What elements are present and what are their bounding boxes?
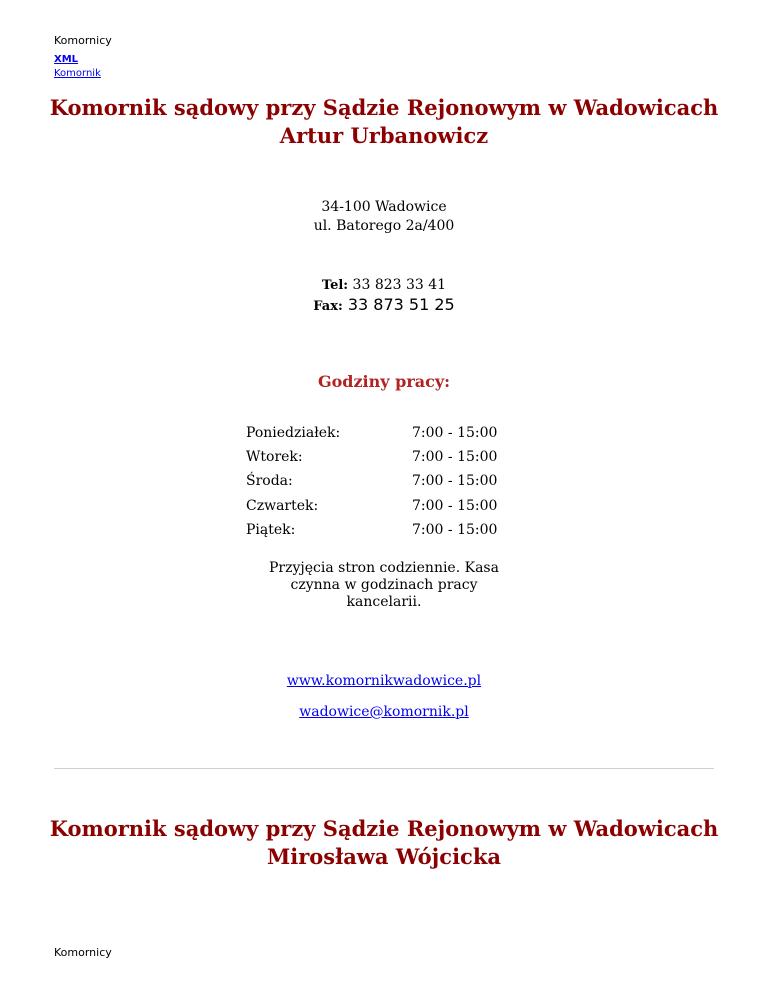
hours-time: 7:00 - 15:00 xyxy=(412,497,498,514)
entry1-title xyxy=(0,94,768,150)
address-line1: 34-100 Wadowice xyxy=(321,199,447,215)
hours-day: Wtorek: xyxy=(246,449,303,466)
fax-value: 33 873 51 25 xyxy=(342,295,455,314)
hours-row xyxy=(246,497,516,521)
fax-line xyxy=(0,295,768,316)
hours-time: 7:00 - 15:00 xyxy=(412,425,498,441)
email-link[interactable]: wadowice@komornik.pl xyxy=(299,704,469,720)
tel-line xyxy=(0,276,768,295)
header-title: Komornicy xyxy=(54,34,112,47)
hours-title: Godziny pracy: xyxy=(317,372,451,391)
section-divider xyxy=(54,768,714,769)
entry1-title-line2: Artur Urbanowicz xyxy=(279,123,489,148)
hours-time: 7:00 - 15:00 xyxy=(412,521,498,538)
tel-value: 33 823 33 41 xyxy=(348,277,447,293)
hours-day: Poniedziałek: xyxy=(246,425,341,441)
hours-row xyxy=(246,448,516,472)
komornik-link[interactable]: Komornik xyxy=(54,68,101,79)
fax-label: Fax: xyxy=(313,299,343,314)
office-note: Przyjęcia stron codziennie. Kasa czynna w godzinach pracy kancelarii. xyxy=(269,560,499,610)
address-line2: ul. Batorego 2a/400 xyxy=(313,218,455,234)
hours-time: 7:00 - 15:00 xyxy=(412,449,498,466)
hours-day: Czwartek: xyxy=(246,497,319,514)
hours-day: Środa: xyxy=(246,473,293,490)
hours-table xyxy=(246,424,516,545)
hours-row xyxy=(246,424,516,448)
entry2-title xyxy=(0,815,768,871)
hours-row xyxy=(246,521,516,545)
hours-day: Piątek: xyxy=(246,521,296,538)
website-link[interactable]: www.komornikwadowice.pl xyxy=(286,673,482,689)
entry2-title-line1: Komornik sądowy przy Sądzie Rejonowym w Wadowicach xyxy=(49,816,719,841)
tel-label: Tel: xyxy=(321,278,349,293)
xml-link[interactable]: XML xyxy=(54,54,79,65)
footer-title: Komornicy xyxy=(54,946,112,959)
entry1-title-line1: Komornik sądowy przy Sądzie Rejonowym w Wadowicach xyxy=(49,95,719,120)
entry1-address xyxy=(0,198,768,236)
hours-time: 7:00 - 15:00 xyxy=(412,473,498,490)
hours-row xyxy=(246,472,516,496)
entry1-phones xyxy=(0,276,768,316)
entry2-title-line2: Mirosława Wójcicka xyxy=(267,844,501,869)
